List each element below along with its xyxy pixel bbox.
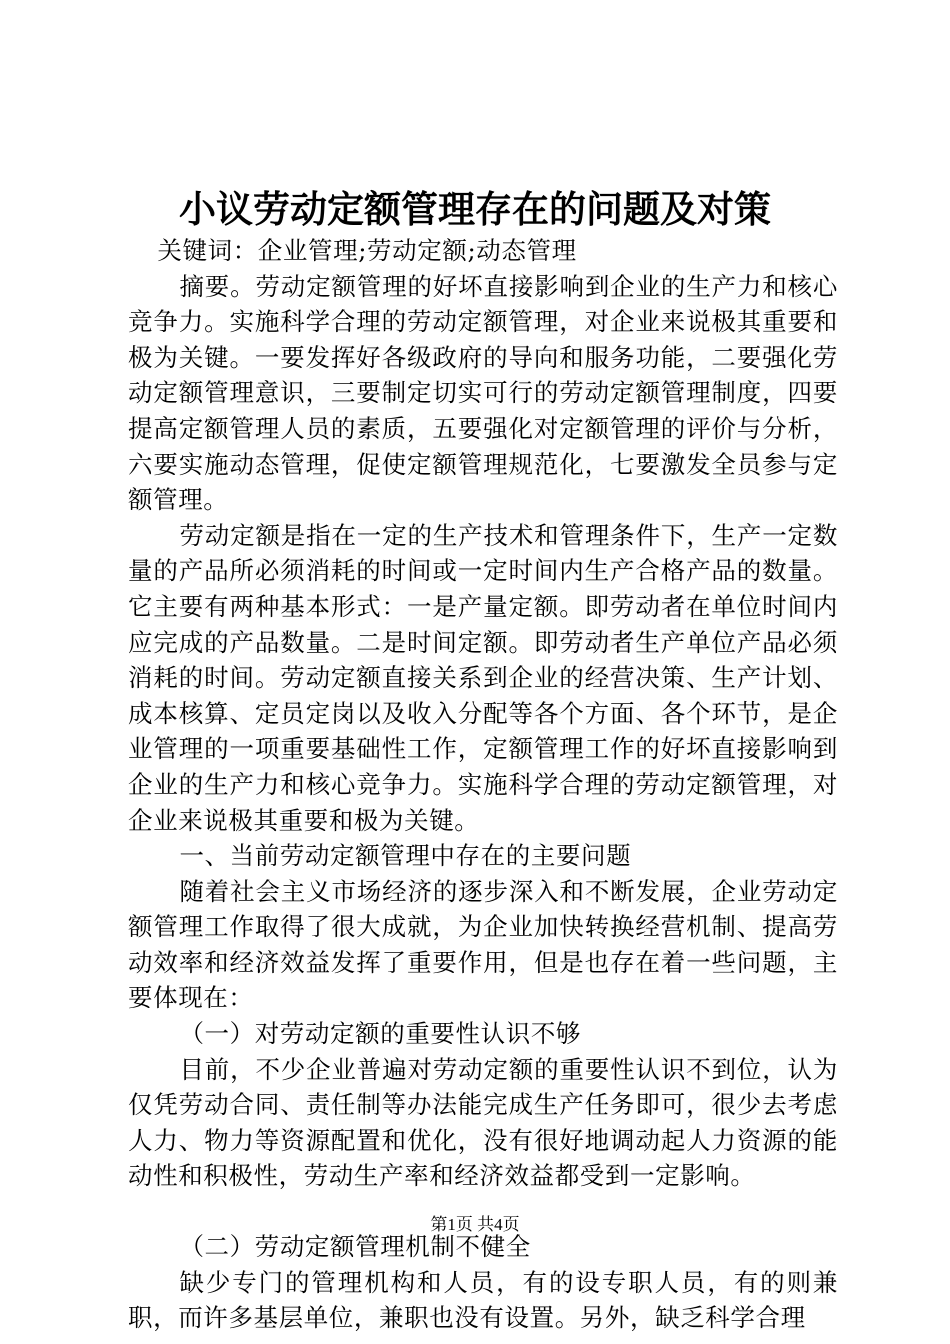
subsection-heading: （二）劳动定额管理机制不健全 — [179, 1232, 531, 1262]
page-title: 小议劳动定额管理存在的问题及对策 — [179, 187, 771, 231]
body-paragraph: 目前，不少企业普遍对劳动定额的重要性认识不到位，认为仅凭劳动合同、责任制等办法能完成生产任务即可，很少去考虑人力、物力等资源配置和优化，没有很好地调动起人力资源的能动性和积极性，劳动生产率和经济效益都受到一定影响。 — [128, 1054, 838, 1191]
body-paragraph: 缺少专门的管理机构和人员，有的设专职人员，有的则兼职，而许多基层单位，兼职也没有设置。另外，缺乏科学合理 — [128, 1267, 838, 1333]
abstract-paragraph: 摘要。劳动定额管理的好坏直接影响到企业的生产力和核心竞争力。实施科学合理的劳动定额管理，对企业来说极其重要和极为关键。一要发挥好各级政府的导向和服务功能，二要强化劳动定额管理意识，三要制定切实可行的劳动定额管理制度，四要提高定额管理人员的素质，五要强化对定额管理的评价与分析，六要实施动态管理，促使定额管理规范化，七要激发全员参与定额管理。 — [128, 271, 838, 515]
page-number-footer: 第1页 共4页 — [430, 1215, 520, 1234]
section-heading: 一、当前劳动定额管理中存在的主要问题 — [179, 841, 632, 871]
body-paragraph: 劳动定额是指在一定的生产技术和管理条件下，生产一定数量的产品所必须消耗的时间或一定时间内生产合格产品的数量。它主要有两种基本形式：一是产量定额。即劳动者在单位时间内应完成的产品数量。二是时间定额。即劳动者生产单位产品必须消耗的时间。劳动定额直接关系到企业的经营决策、生产计划、成本核算、定员定岗以及收入分配等各个方面、各个环节，是企业管理的一项重要基础性工作，定额管理工作的好坏直接影响到企业的生产力和核心竞争力。实施科学合理的劳动定额管理，对企业来说极其重要和极为关键。 — [128, 520, 838, 835]
keywords-line: 关键词：企业管理;劳动定额;动态管理 — [157, 236, 577, 265]
body-paragraph: 随着社会主义市场经济的逐步深入和不断发展，企业劳动定额管理工作取得了很大成就，为企业加快转换经营机制、提高劳动效率和经济效益发挥了重要作用，但是也存在着一些问题，主要体现在： — [128, 876, 838, 1013]
subsection-heading: （一）对劳动定额的重要性认识不够 — [179, 1019, 582, 1049]
document-body — [128, 233, 838, 1336]
